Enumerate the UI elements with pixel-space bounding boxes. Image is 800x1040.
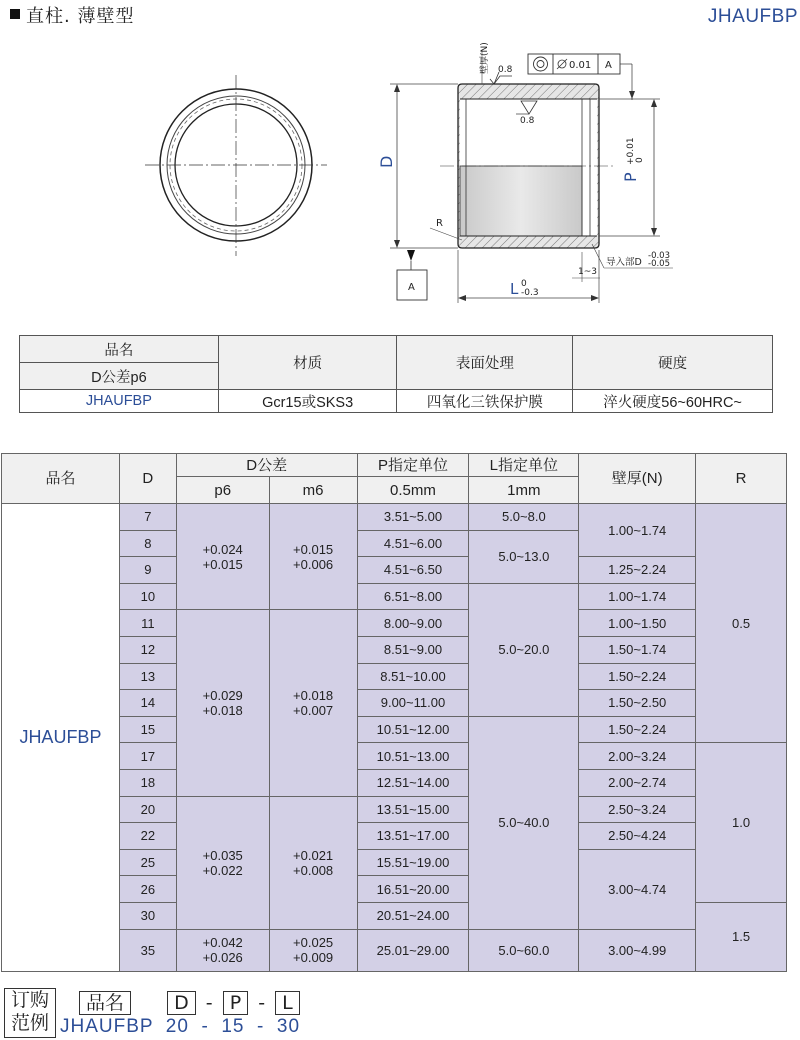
section-title (10, 2, 134, 28)
p-cell: 13.51~15.00 (357, 796, 469, 823)
l-cell: 5.0~40.0 (469, 716, 579, 929)
table-row (2, 583, 787, 610)
mat-h-surface: 表面处理 (397, 336, 573, 390)
p-cell: 9.00~11.00 (357, 690, 469, 717)
spec-h-l-unit: 1mm (469, 477, 579, 504)
p-cell: 4.51~6.00 (357, 530, 469, 557)
p-cell: 8.00~9.00 (357, 610, 469, 637)
d-cell: 15 (119, 716, 176, 743)
chamfer-label: 1~3 (578, 267, 597, 277)
datum-a (397, 250, 427, 300)
d-cell: 11 (119, 610, 176, 637)
p6-cell: +0.029 +0.018 (176, 610, 269, 796)
dim-d-label: D (377, 155, 396, 168)
p-cell: 10.51~13.00 (357, 743, 469, 770)
p-cell: 15.51~19.00 (357, 849, 469, 876)
spec-h-wall: 壁厚(N) (579, 454, 696, 504)
dim-l-label: L (510, 280, 519, 298)
r-cell: 0.5 (696, 504, 787, 743)
d-cell: 14 (119, 690, 176, 717)
d-cell: 20 (119, 796, 176, 823)
mat-h-dtol: D公差p6 (20, 363, 219, 390)
front-view (145, 75, 327, 256)
spec-h-p: P指定单位 (357, 454, 469, 477)
roughness-2-label: 0.8 (520, 116, 535, 126)
wall-cell: 1.25~2.24 (579, 557, 696, 584)
radius-label: R (436, 218, 443, 229)
mat-h-hardness: 硬度 (573, 336, 773, 390)
m6-cell: +0.015 +0.006 (269, 504, 357, 610)
lead-in-tol-up: -0.03 (648, 251, 670, 261)
d-cell: 25 (119, 849, 176, 876)
d-cell: 10 (119, 583, 176, 610)
wall-cell: 3.00~4.99 (579, 929, 696, 971)
wall-cell: 1.00~1.50 (579, 610, 696, 637)
l-cell: 5.0~60.0 (469, 929, 579, 971)
d-cell: 17 (119, 743, 176, 770)
r-cell: 1.0 (696, 743, 787, 903)
dim-l-tol-up: 0 (521, 279, 527, 289)
d-cell: 26 (119, 876, 176, 903)
p-cell: 20.51~24.00 (357, 902, 469, 929)
spec-h-r: R (696, 454, 787, 504)
p-cell: 4.51~6.50 (357, 557, 469, 584)
wall-cell: 1.50~2.50 (579, 690, 696, 717)
l-cell: 5.0~20.0 (469, 583, 579, 716)
product-code: JHAUFBP (707, 6, 798, 27)
d-cell: 30 (119, 902, 176, 929)
mat-hardness: 淬火硬度56~60HRC~ (573, 390, 773, 413)
d-cell: 13 (119, 663, 176, 690)
table-row (2, 716, 787, 743)
p-cell: 8.51~10.00 (357, 663, 469, 690)
d-cell: 12 (119, 636, 176, 663)
d-cell: 8 (119, 530, 176, 557)
r-cell: 1.5 (696, 902, 787, 971)
p6-cell: +0.042 +0.026 (176, 929, 269, 971)
spec-h-name: 品名 (2, 454, 120, 504)
mat-name: JHAUFBP (20, 390, 219, 413)
p-cell: 13.51~17.00 (357, 823, 469, 850)
spec-h-dtol: D公差 (176, 454, 357, 477)
order-label-2: 范例 (10, 1012, 49, 1034)
order-field-name: 品名 (79, 991, 131, 1015)
section-title-text: 直柱. 薄壁型 (26, 6, 135, 27)
table-row (2, 769, 787, 796)
wall-cell: 3.00~4.74 (579, 849, 696, 929)
dim-p-tol-low: 0 (635, 157, 645, 163)
p-cell: 8.51~9.00 (357, 636, 469, 663)
p-cell: 12.51~14.00 (357, 769, 469, 796)
roughness-1-label: 0.8 (498, 65, 513, 75)
datum-ref-label: A (605, 60, 612, 71)
p-cell: 16.51~20.00 (357, 876, 469, 903)
wall-cell: 1.00~1.74 (579, 504, 696, 557)
spec-table (1, 453, 787, 972)
order-label-1: 订购 (10, 989, 49, 1011)
spec-h-l: L指定单位 (469, 454, 579, 477)
d-cell: 22 (119, 823, 176, 850)
technical-drawing (0, 30, 800, 330)
p-cell: 25.01~29.00 (357, 929, 469, 971)
order-field-d: D (167, 991, 196, 1015)
table-row (2, 636, 787, 663)
dim-p-tol-up: +0.01 (626, 137, 636, 165)
side-view (377, 42, 673, 303)
spec-h-p-unit: 0.5mm (357, 477, 469, 504)
p6-cell: +0.035 +0.022 (176, 796, 269, 929)
order-field-l: L (275, 991, 300, 1015)
datum-a-label: A (408, 282, 415, 293)
p-cell: 6.51~8.00 (357, 583, 469, 610)
dim-p-label: P (621, 172, 640, 182)
wall-cell: 1.50~2.24 (579, 716, 696, 743)
order-example-label (4, 988, 56, 1038)
mat-surface: 四氧化三铁保护膜 (397, 390, 573, 413)
p6-cell: +0.024 +0.015 (176, 504, 269, 610)
wall-cell: 2.50~3.24 (579, 796, 696, 823)
order-dash: - (205, 992, 213, 1014)
square-bullet-icon (10, 9, 20, 19)
wall-cell: 2.00~3.24 (579, 743, 696, 770)
spec-h-p6: p6 (176, 477, 269, 504)
concentricity-value: 0.01 (569, 60, 592, 71)
table-row (2, 610, 787, 637)
wall-thickness-label: 壁厚(N) (480, 42, 490, 74)
mat-material: Gcr15或SKS3 (218, 390, 397, 413)
spec-name: JHAUFBP (2, 504, 120, 972)
p-cell: 3.51~5.00 (357, 504, 469, 531)
m6-cell: +0.021 +0.008 (269, 796, 357, 929)
order-dash: - (258, 992, 266, 1014)
order-example: JHAUFBP 20 - 15 - 30 (60, 1016, 301, 1037)
mat-h-name: 品名 (20, 336, 219, 363)
lead-in-label: 导入部D (606, 257, 642, 268)
spec-h-d: D (119, 454, 176, 504)
order-field-p: P (223, 991, 248, 1015)
table-row (2, 690, 787, 717)
d-cell: 18 (119, 769, 176, 796)
material-table (19, 335, 773, 413)
table-row (2, 557, 787, 584)
spec-h-m6: m6 (269, 477, 357, 504)
table-row (2, 823, 787, 850)
wall-cell: 1.50~1.74 (579, 636, 696, 663)
table-row (2, 743, 787, 770)
table-row (2, 504, 787, 531)
d-cell: 7 (119, 504, 176, 531)
table-row (2, 929, 787, 971)
m6-cell: +0.018 +0.007 (269, 610, 357, 796)
dim-l-tol-low: -0.3 (521, 288, 539, 298)
lead-in-tol-low: -0.05 (648, 259, 670, 269)
m6-cell: +0.025 +0.009 (269, 929, 357, 971)
order-format (79, 991, 300, 1015)
table-row (2, 849, 787, 876)
table-row (2, 796, 787, 823)
l-cell: 5.0~13.0 (469, 530, 579, 583)
wall-cell: 1.50~2.24 (579, 663, 696, 690)
d-cell: 35 (119, 929, 176, 971)
d-cell: 9 (119, 557, 176, 584)
table-row (2, 663, 787, 690)
wall-cell: 1.00~1.74 (579, 583, 696, 610)
wall-cell: 2.50~4.24 (579, 823, 696, 850)
wall-cell: 2.00~2.74 (579, 769, 696, 796)
l-cell: 5.0~8.0 (469, 504, 579, 531)
p-cell: 10.51~12.00 (357, 716, 469, 743)
mat-h-material: 材质 (218, 336, 397, 390)
